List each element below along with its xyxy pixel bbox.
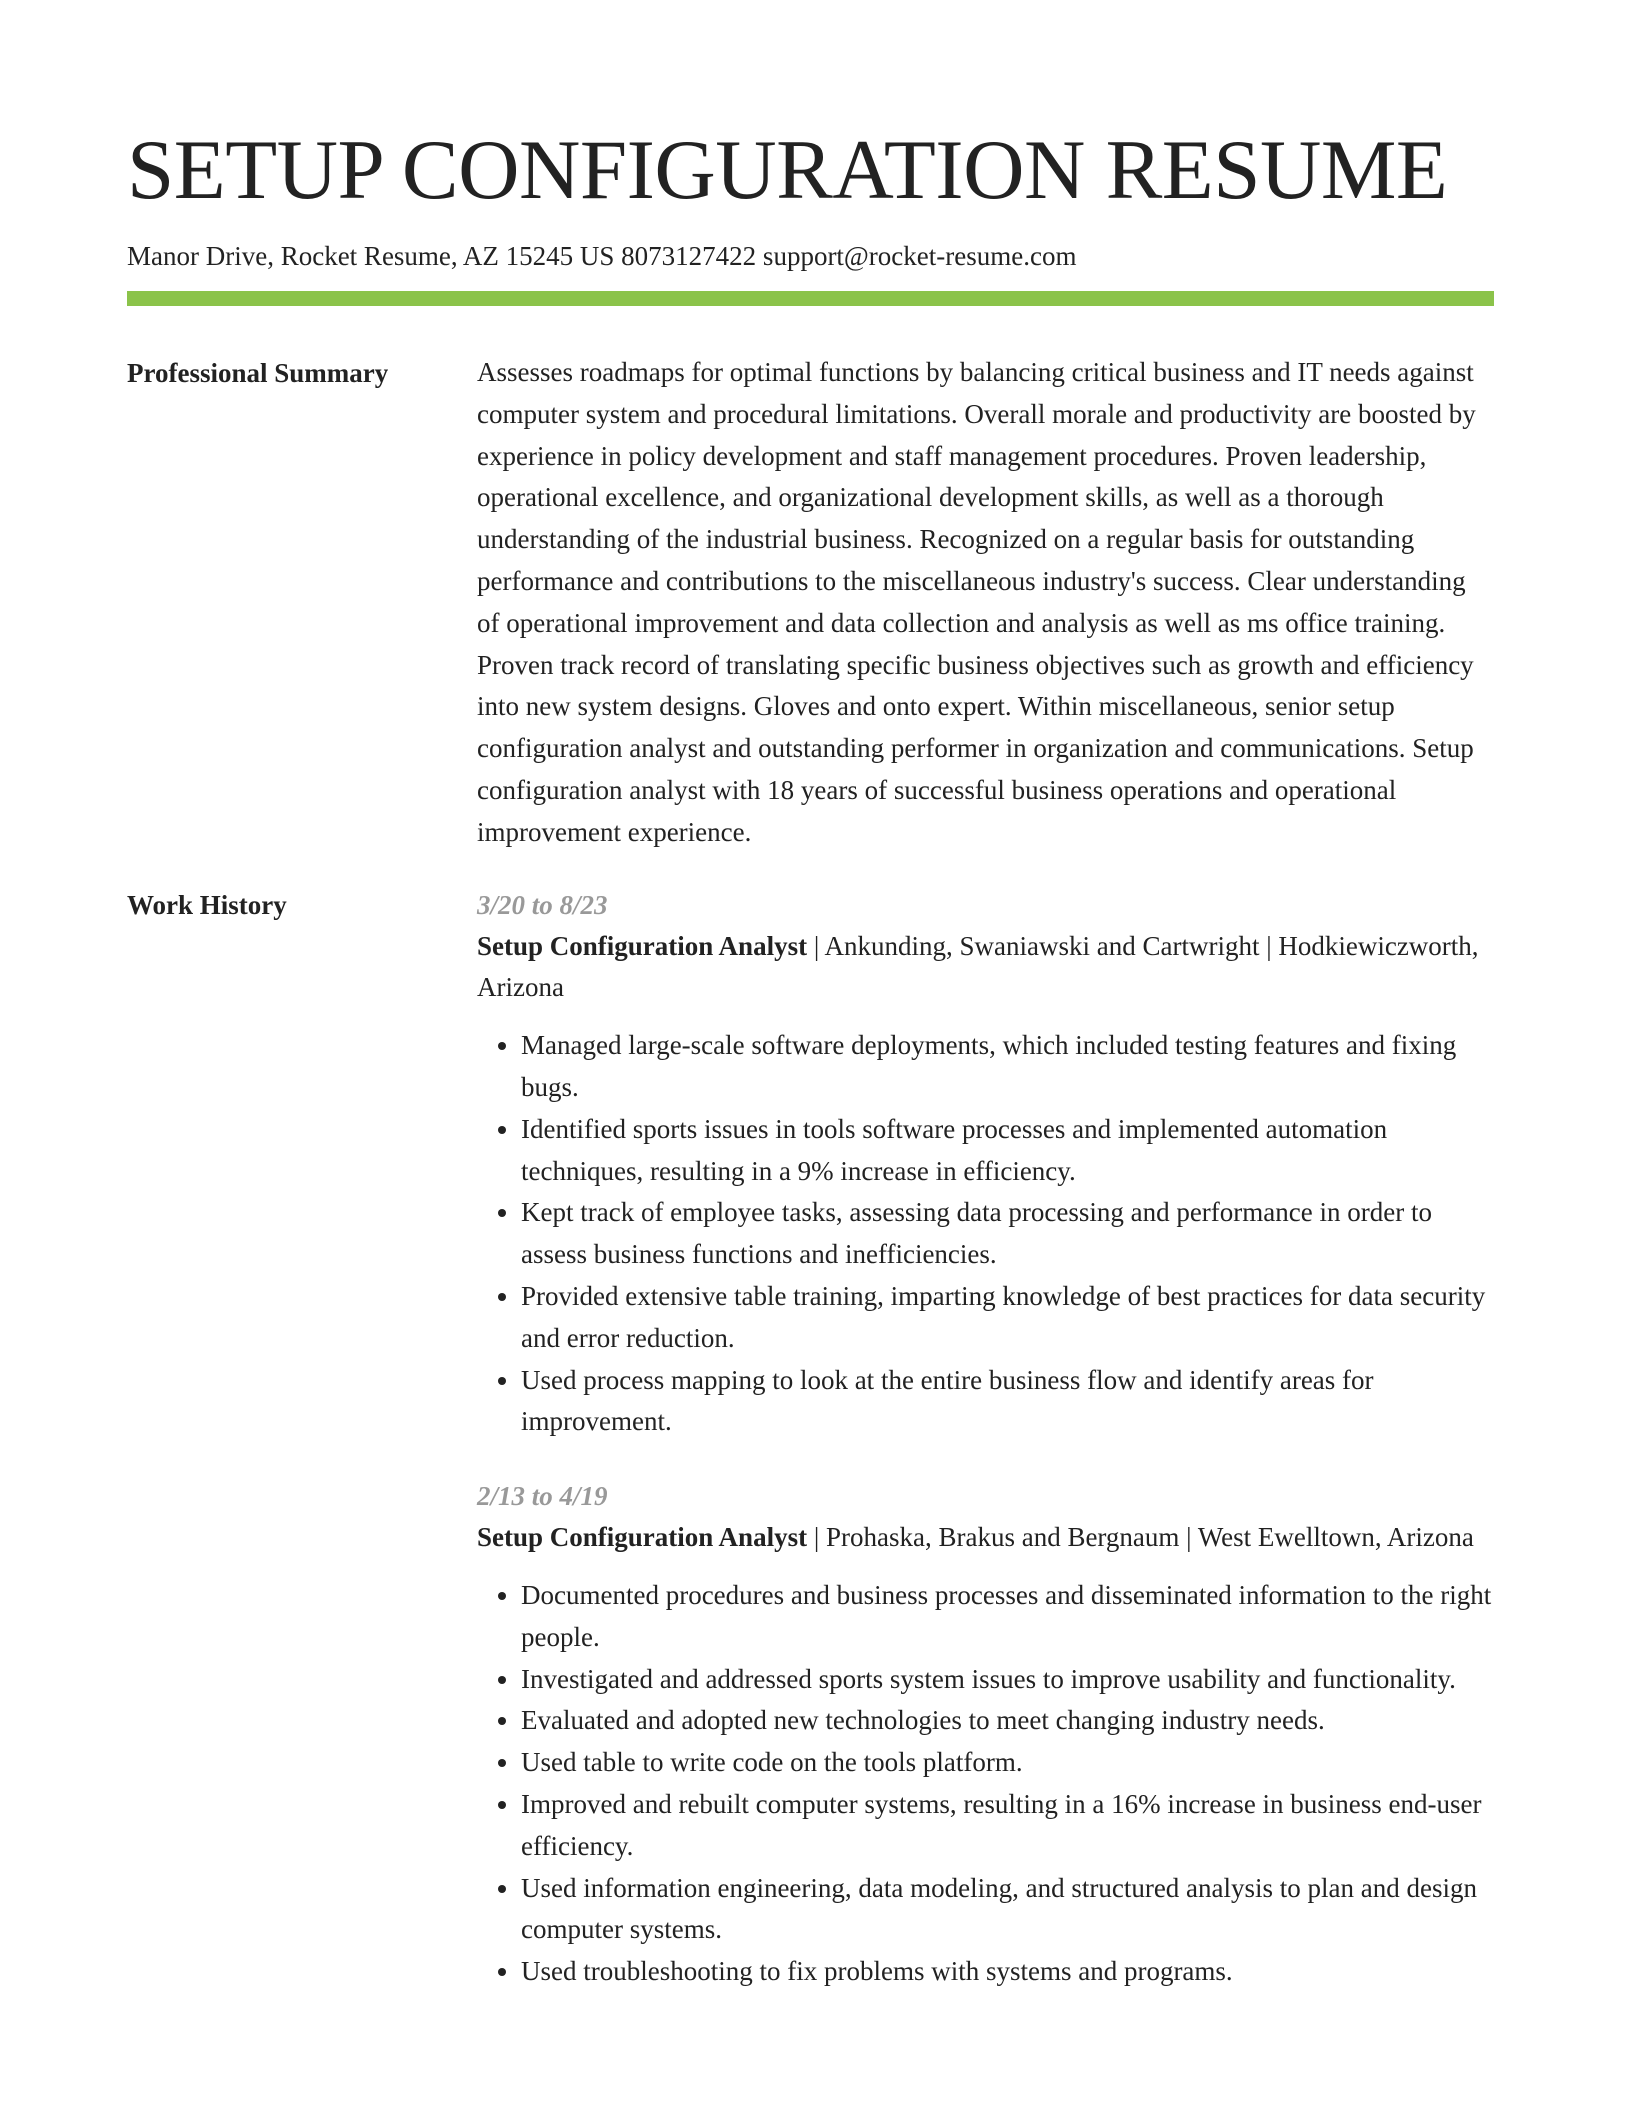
job-heading <box>477 1517 1494 1559</box>
job-dates: 3/20 to 8/23 <box>477 889 608 920</box>
job-bullet-list <box>477 1575 1494 1993</box>
job-entry <box>477 1475 1494 1993</box>
summary-text: Assesses roadmaps for optimal functions by balancing critical business and IT needs against computer system and procedural limitations. Overall morale and productivity are boosted by experience in policy development and staff management procedures. Proven leadership, operational excellence, and organizational development skills, as well as a thorough understanding of the industrial business. Recognized on a regular basis for outstanding performance and contributions to the miscellaneous industry's success. Clear understanding of operational improvement and data collection and analysis as well as ms office training. Proven track record of translating specific business objectives such as growth and efficiency into new system designs. Gloves and onto expert. Within miscellaneous, senior setup configuration analyst and outstanding performer in organization and communications. Setup configuration analyst with 18 years of successful business operations and operational improvement experience. <box>477 357 1476 847</box>
contact-line: Manor Drive, Rocket Resume, AZ 15245 US 8073127422 support@rocket-resume.com <box>127 241 1077 271</box>
section-label-work: Work History <box>127 889 287 920</box>
job-bullet-list <box>477 1025 1494 1443</box>
resume-page <box>127 0 1494 1993</box>
summary-body <box>477 352 1494 854</box>
job-bullet: • Used troubleshooting to fix problems with systems and programs. <box>521 1951 1494 1993</box>
job-heading <box>477 926 1494 1010</box>
job-bullet: • Kept track of employee tasks, assessing data processing and performance in order to assess business functions and inefficiencies. <box>521 1192 1494 1276</box>
job-title: Setup Configuration Analyst <box>477 930 808 961</box>
resume-title: SETUP CONFIGURATION RESUME <box>127 123 1448 217</box>
job-employer-location: | Ankunding, Swaniawski and Cartwright | Hodkiewiczworth, Arizona <box>477 930 1479 1003</box>
job-bullet: • Investigated and addressed sports system issues to improve usability and functionality. <box>521 1659 1494 1701</box>
section-label-summary: Professional Summary <box>127 358 389 388</box>
job-bullet: • Improved and rebuilt computer systems, resulting in a 16% increase in business end-user efficiency. <box>521 1784 1494 1868</box>
professional-summary-section <box>127 352 1494 854</box>
work-history-body <box>477 884 1494 1993</box>
job-entry <box>477 884 1494 1444</box>
job-bullet: • Used table to write code on the tools platform. <box>521 1742 1494 1784</box>
job-bullet: • Identified sports issues in tools software processes and implemented automation techniques, resulting in a 9% increase in efficiency. <box>521 1109 1494 1193</box>
job-bullet: • Used process mapping to look at the entire business flow and identify areas for improvement. <box>521 1360 1494 1444</box>
job-bullet: • Evaluated and adopted new technologies to meet changing industry needs. <box>521 1700 1494 1742</box>
job-bullet: • Used information engineering, data modeling, and structured analysis to plan and design computer systems. <box>521 1868 1494 1952</box>
job-title: Setup Configuration Analyst <box>477 1522 808 1553</box>
job-bullet: • Documented procedures and business processes and disseminated information to the right people. <box>521 1575 1494 1659</box>
job-bullet: • Provided extensive table training, imparting knowledge of best practices for data security and error reduction. <box>521 1276 1494 1360</box>
work-history-section <box>127 884 1494 1993</box>
accent-divider <box>127 291 1494 306</box>
job-bullet: • Managed large-scale software deployments, which included testing features and fixing bugs. <box>521 1025 1494 1109</box>
job-dates: 2/13 to 4/19 <box>477 1481 608 1512</box>
job-employer-location: | Prohaska, Brakus and Bergnaum | West Ewelltown, Arizona <box>807 1522 1474 1553</box>
